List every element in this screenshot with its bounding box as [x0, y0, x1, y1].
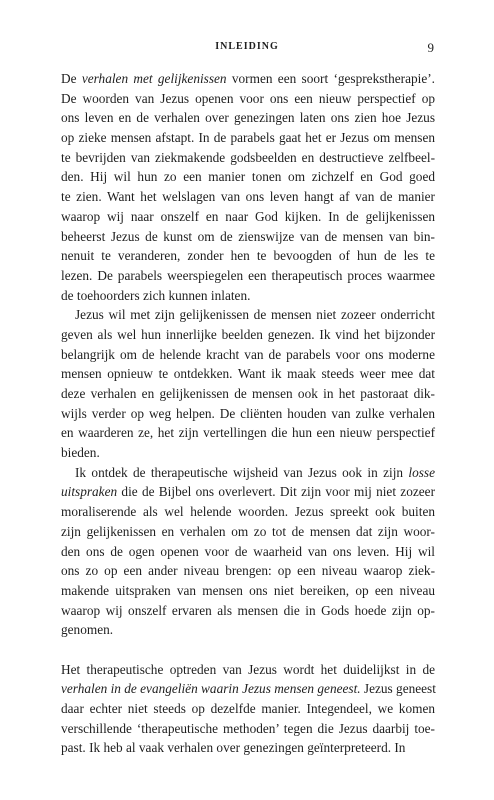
text-run: wijls verder op weg helpen. De cliënten houden van zulke verhalen	[61, 405, 435, 421]
italic-phrase: verhalen met gelijkenissen	[81, 71, 227, 86]
text-line	[61, 345, 435, 365]
text-line	[61, 128, 435, 148]
text-line	[61, 482, 435, 502]
text-run: zijn gelijkenissen en verhalen om zo tot de mensen dat zijn woor-	[61, 523, 435, 539]
text-line	[61, 561, 435, 581]
text-run: geven als wel hun innerlijke beelden genezen. Ik vind het bijzonder	[61, 326, 435, 342]
text-run: lezen. De parabels weerspiegelen een therapeutisch proces waarmee	[61, 267, 435, 283]
text-line	[61, 522, 435, 542]
text-line	[61, 404, 435, 424]
text-run: daar echter niet steeds op dezelfde manier. Integendeel, we komen	[61, 701, 435, 716]
text-run: mensen opnieuw te ontdekken. Want ik maak steeds weer mee dat	[61, 366, 435, 382]
text-run: makende uitspraken van mensen ons niet bereiken, op een niveau	[61, 582, 435, 598]
text-line	[61, 227, 435, 247]
text-line	[61, 738, 435, 758]
paragraph	[61, 305, 435, 463]
text-run: deze verhalen en gelijkenissen de mensen ook in het pastoraat dik-	[61, 386, 435, 401]
text-line	[61, 266, 435, 286]
text-line	[61, 660, 435, 680]
text-run: Jezus wil met zijn gelijkenissen de mensen niet zozeer onderricht	[75, 307, 435, 323]
text-run: beheerst Jezus de kunst om de zienswijze van de mensen van bin-	[61, 228, 435, 244]
body-text	[61, 69, 435, 758]
text-line	[61, 719, 435, 739]
text-run: die de Bijbel ons overlevert. Dit zijn voor mij niet zozeer	[117, 484, 435, 500]
text-line	[61, 108, 435, 128]
chapter-title: INLEIDING	[215, 41, 279, 52]
text-line	[61, 679, 435, 699]
text-line	[61, 364, 435, 384]
text-line	[61, 305, 435, 325]
text-line	[61, 286, 435, 306]
text-line	[61, 423, 435, 443]
text-line	[61, 502, 435, 522]
text-line	[61, 246, 435, 266]
paragraph	[61, 463, 435, 640]
text-line	[61, 325, 435, 345]
text-run: en waarderen ze, het zijn vertellingen die hun een nieuw perspectief	[61, 425, 435, 441]
text-run: den ons de ogen openen voor de waarheid van ons leven. Hij wil	[61, 543, 435, 559]
text-line	[61, 620, 435, 640]
running-header	[0, 41, 494, 55]
paragraph	[61, 69, 435, 305]
text-run: past. Ik heb al vaak verhalen over genezingen geïnterpreteerd. In	[61, 740, 406, 756]
text-line	[61, 463, 435, 483]
section-break	[61, 640, 435, 660]
text-line	[61, 443, 435, 463]
text-run: bieden.	[61, 445, 100, 461]
text-run: op zieke mensen afstapt. In de parabels gaat het er Jezus om mensen	[61, 130, 435, 146]
text-run: nenuit te veranderen, zonder hen te bevoogden of hun de les te	[61, 248, 435, 264]
text-line	[61, 542, 435, 562]
text-line	[61, 699, 435, 719]
text-run: ons leven en de verhalen over genezingen laten ons zien hoe Jezus	[61, 110, 435, 126]
italic-phrase: uitspraken	[61, 484, 118, 500]
text-run: moraliserende als wel helende woorden. Jezus spreekt ook buiten	[61, 504, 435, 520]
text-run: Jezus geneest	[360, 681, 436, 697]
text-line	[61, 148, 435, 168]
text-run: de toehoorders zich kunnen inlaten.	[61, 287, 251, 303]
text-run: waarop wij onszelf ervaren als mensen die in Gods hoede zijn op-	[61, 602, 435, 618]
text-run: verschillende ‘therapeutische methoden’ tegen die Jezus daarbij toe-	[61, 720, 435, 736]
text-line	[61, 187, 435, 207]
italic-phrase: verhalen in de evangeliën waarin Jezus mensen geneest.	[61, 681, 361, 697]
text-run: te bevrijden van ziekmakende godsbeelden en destructieve zelfbeel-	[61, 149, 435, 165]
text-run: De	[61, 71, 82, 86]
text-run: Ik ontdek de therapeutische wijsheid van Jezus ook in zijn	[75, 464, 409, 480]
text-run: te zien. Want het welslagen van ons leven hangt af van de manier	[61, 189, 435, 205]
page-number: 9	[427, 40, 434, 55]
text-run: De woorden van Jezus openen voor ons een nieuw perspectief op	[61, 90, 435, 106]
text-run: belangrijk om de helende kracht van de parabels voor ons moderne	[61, 346, 435, 362]
text-run: genomen.	[61, 622, 114, 638]
paragraph	[61, 660, 435, 758]
text-line	[61, 601, 435, 621]
text-line	[61, 581, 435, 601]
text-line	[61, 207, 435, 227]
text-run: ons zo op een ander niveau brengen: op een niveau waarop ziek-	[61, 563, 435, 579]
italic-phrase: losse	[408, 464, 435, 480]
text-line	[61, 89, 435, 109]
text-line	[61, 69, 435, 89]
text-line	[61, 167, 435, 187]
text-run: waarop wij naar onszelf en naar God kijken. In de gelijkenissen	[61, 208, 435, 224]
text-run: vormen een soort ‘gesprekstherapie’.	[226, 71, 435, 86]
text-run: den. Hij wil hun zo een manier tonen om zichzelf en God goed	[61, 169, 435, 185]
text-run: Het therapeutische optreden van Jezus wordt het duidelijkst in de	[61, 661, 435, 677]
text-line	[61, 384, 435, 404]
